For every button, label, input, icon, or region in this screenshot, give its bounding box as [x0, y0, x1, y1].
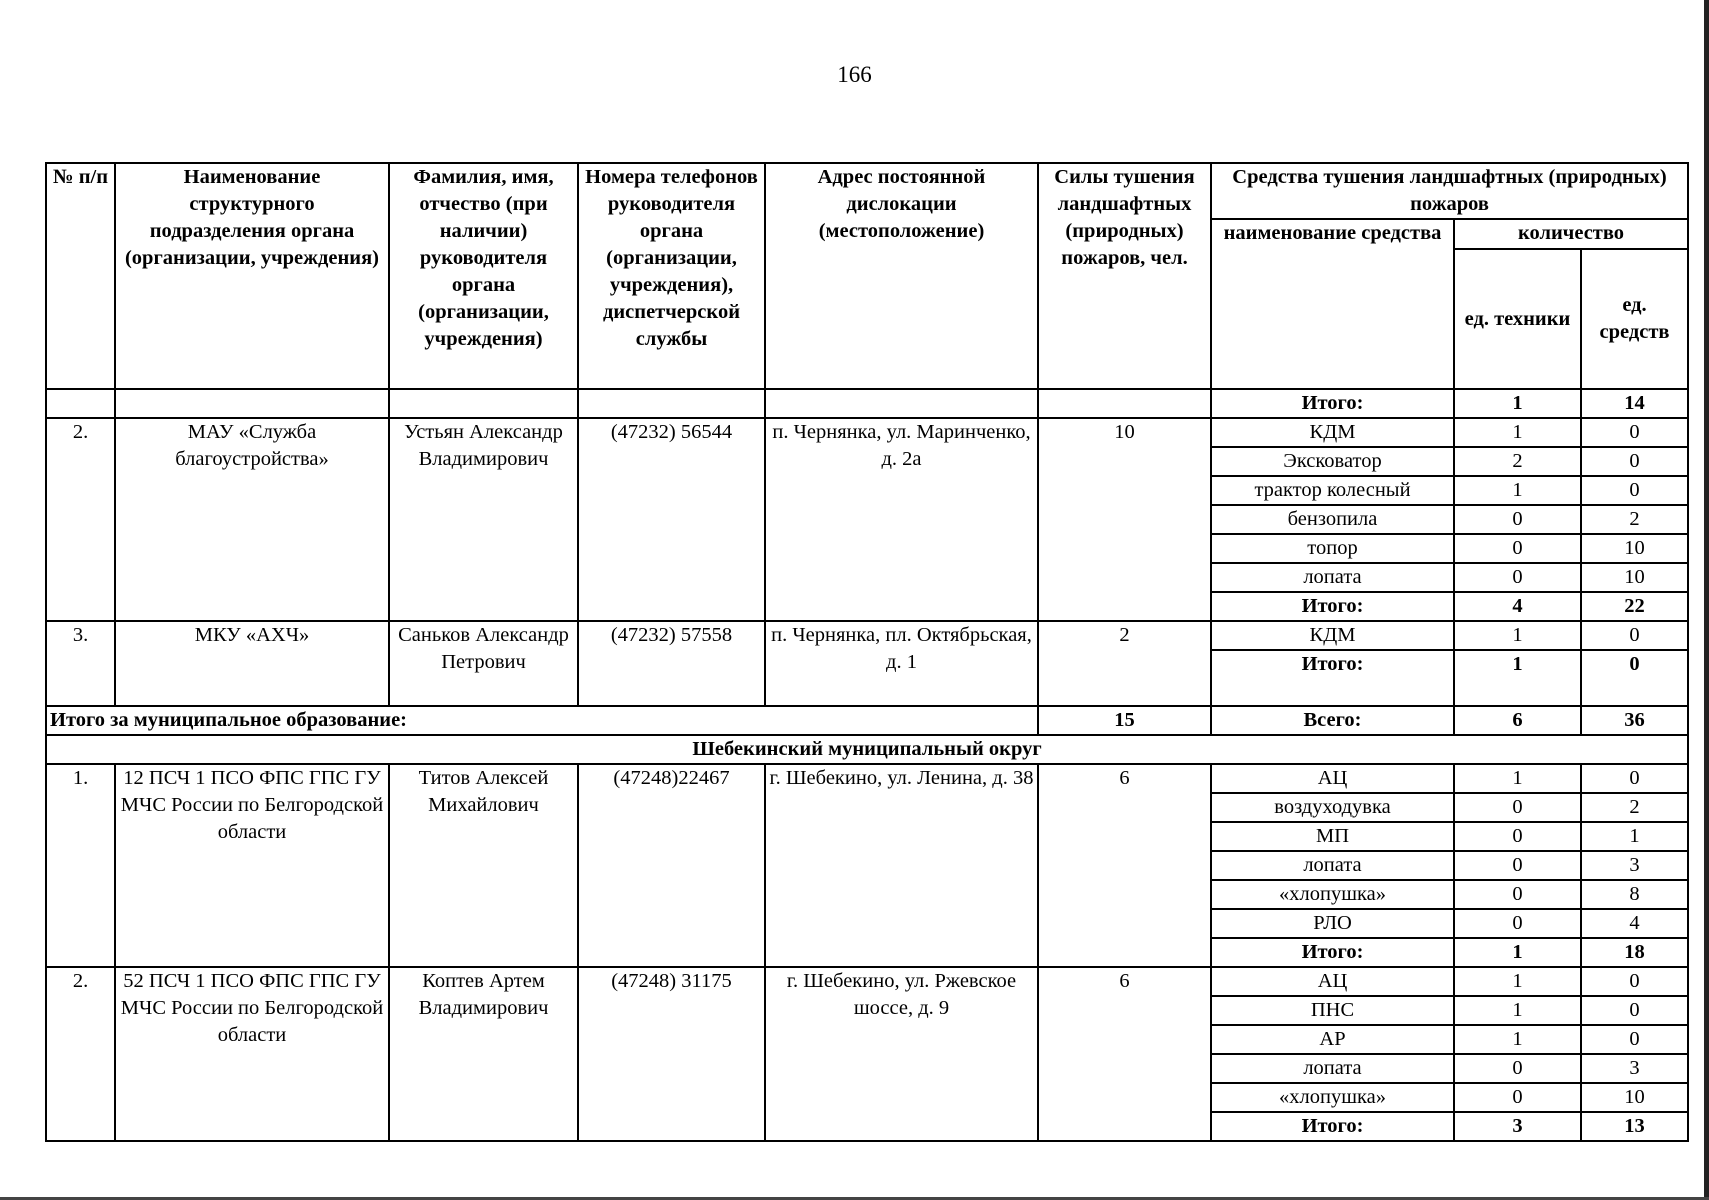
item-means: 1	[1581, 822, 1688, 851]
entry-num: 1.	[46, 764, 115, 967]
item-means: 3	[1581, 851, 1688, 880]
entry-forces: 2	[1038, 621, 1211, 706]
entry-phone: (47248) 31175	[578, 967, 765, 1141]
item-means: 0	[1581, 764, 1688, 793]
total-means: 13	[1581, 1112, 1688, 1141]
entry-head: Коптев Артем Владимирович	[389, 967, 578, 1141]
total-tech: 3	[1454, 1112, 1581, 1141]
total-tech: 1	[1454, 650, 1581, 706]
item-tech: 1	[1454, 476, 1581, 505]
item-tech: 1	[1454, 621, 1581, 650]
entry-forces: 6	[1038, 764, 1211, 967]
item-tech: 0	[1454, 1054, 1581, 1083]
entry-org: МКУ «АХЧ»	[115, 621, 389, 706]
municipal-total-label2: Всего:	[1211, 706, 1454, 735]
item-name: АЦ	[1211, 764, 1454, 793]
item-name: лопата	[1211, 1054, 1454, 1083]
item-tech: 0	[1454, 851, 1581, 880]
total-label: Итого:	[1211, 389, 1454, 418]
item-name: трактор колесный	[1211, 476, 1454, 505]
item-name: ПНС	[1211, 996, 1454, 1025]
page-number: 166	[837, 62, 872, 87]
total-label: Итого:	[1211, 592, 1454, 621]
item-tech: 1	[1454, 1025, 1581, 1054]
header-forces: Силы тушения ландшафтных (природных) пожаров, чел.	[1038, 163, 1211, 389]
entry-head: Титов Алексей Михайлович	[389, 764, 578, 967]
item-tech: 0	[1454, 1083, 1581, 1112]
entry-address: г. Шебекино, ул. Ленина, д. 38	[765, 764, 1038, 967]
header-quantity: количество	[1454, 219, 1688, 249]
table-row	[46, 764, 1688, 793]
entry-num: 3.	[46, 621, 115, 706]
scan-edge	[1704, 0, 1709, 1200]
entry-head: Саньков Александр Петрович	[389, 621, 578, 706]
item-name: воздуходувка	[1211, 793, 1454, 822]
entry-num: 2.	[46, 967, 115, 1141]
item-tech: 1	[1454, 418, 1581, 447]
entry-phone: (47232) 57558	[578, 621, 765, 706]
total-means: 18	[1581, 938, 1688, 967]
item-tech: 0	[1454, 793, 1581, 822]
municipal-total-means: 36	[1581, 706, 1688, 735]
item-name: АР	[1211, 1025, 1454, 1054]
entry-address: п. Чернянка, пл. Октябрьская, д. 1	[765, 621, 1038, 706]
item-name: лопата	[1211, 851, 1454, 880]
item-means: 0	[1581, 418, 1688, 447]
item-tech: 0	[1454, 822, 1581, 851]
item-tech: 1	[1454, 996, 1581, 1025]
table-row	[46, 967, 1688, 996]
total-means: 22	[1581, 592, 1688, 621]
municipal-total-forces: 15	[1038, 706, 1211, 735]
table-row	[46, 706, 1688, 735]
item-name: РЛО	[1211, 909, 1454, 938]
total-label: Итого:	[1211, 650, 1454, 706]
header-units-means: ед. средств	[1581, 249, 1688, 389]
item-means: 0	[1581, 621, 1688, 650]
item-means: 0	[1581, 476, 1688, 505]
entry-org: 12 ПСЧ 1 ПСО ФПС ГПС ГУ МЧС России по Белгородской области	[115, 764, 389, 967]
item-name: Эксковатор	[1211, 447, 1454, 476]
entry-org: 52 ПСЧ 1 ПСО ФПС ГПС ГУ МЧС России по Белгородской области	[115, 967, 389, 1141]
item-means: 0	[1581, 447, 1688, 476]
header-num: № п/п	[46, 163, 115, 389]
entry-phone: (47232) 56544	[578, 418, 765, 621]
table-row	[46, 621, 1688, 650]
item-means: 10	[1581, 534, 1688, 563]
entry-org: МАУ «Служба благоустройства»	[115, 418, 389, 621]
entry-forces: 10	[1038, 418, 1211, 621]
table-row	[46, 418, 1688, 447]
item-means: 2	[1581, 793, 1688, 822]
table-header	[46, 163, 1688, 389]
municipal-total-label: Итого за муниципальное образование:	[46, 706, 1038, 735]
total-tech: 1	[1454, 389, 1581, 418]
total-means: 0	[1581, 650, 1688, 706]
entry-address: п. Чернянка, ул. Маринченко, д. 2а	[765, 418, 1038, 621]
header-org: Наименование структурного подразделения органа (организации, учреждения)	[115, 163, 389, 389]
entry-forces: 6	[1038, 967, 1211, 1141]
header-address: Адрес постоянной дислокации (местоположение)	[765, 163, 1038, 389]
entry-head: Устьян Александр Владимирович	[389, 418, 578, 621]
item-tech: 0	[1454, 505, 1581, 534]
item-means: 8	[1581, 880, 1688, 909]
item-tech: 2	[1454, 447, 1581, 476]
item-name: «хлопушка»	[1211, 1083, 1454, 1112]
district-title: Шебекинский муниципальный округ	[46, 735, 1688, 764]
item-tech: 0	[1454, 534, 1581, 563]
header-head: Фамилия, имя, отчество (при наличии) руководителя органа (организации, учреждения)	[389, 163, 578, 389]
item-means: 0	[1581, 967, 1688, 996]
header-means-name: наименование средства	[1211, 219, 1454, 389]
item-tech: 0	[1454, 563, 1581, 592]
total-label: Итого:	[1211, 938, 1454, 967]
header-phones: Номера телефонов руководителя органа (организации, учреждения), диспетчерской службы	[578, 163, 765, 389]
entry-phone: (47248)22467	[578, 764, 765, 967]
item-name: АЦ	[1211, 967, 1454, 996]
item-name: МП	[1211, 822, 1454, 851]
total-label: Итого:	[1211, 1112, 1454, 1141]
item-tech: 1	[1454, 764, 1581, 793]
item-tech: 1	[1454, 967, 1581, 996]
item-means: 10	[1581, 1083, 1688, 1112]
item-tech: 0	[1454, 909, 1581, 938]
item-name: «хлопушка»	[1211, 880, 1454, 909]
item-means: 3	[1581, 1054, 1688, 1083]
total-tech: 1	[1454, 938, 1581, 967]
item-means: 0	[1581, 1025, 1688, 1054]
table-row	[46, 389, 1688, 418]
item-means: 4	[1581, 909, 1688, 938]
item-name: КДМ	[1211, 621, 1454, 650]
header-units-tech: ед. техники	[1454, 249, 1581, 389]
item-name: лопата	[1211, 563, 1454, 592]
entry-address: г. Шебекино, ул. Ржевское шоссе, д. 9	[765, 967, 1038, 1141]
item-name: бензопила	[1211, 505, 1454, 534]
item-means: 2	[1581, 505, 1688, 534]
table-row	[46, 735, 1688, 764]
item-tech: 0	[1454, 880, 1581, 909]
entry-num: 2.	[46, 418, 115, 621]
total-means: 14	[1581, 389, 1688, 418]
fire-resources-table	[45, 162, 1689, 1142]
item-means: 0	[1581, 996, 1688, 1025]
header-means: Средства тушения ландшафтных (природных) пожаров	[1211, 163, 1688, 219]
municipal-total-tech: 6	[1454, 706, 1581, 735]
item-name: топор	[1211, 534, 1454, 563]
item-name: КДМ	[1211, 418, 1454, 447]
total-tech: 4	[1454, 592, 1581, 621]
item-means: 10	[1581, 563, 1688, 592]
